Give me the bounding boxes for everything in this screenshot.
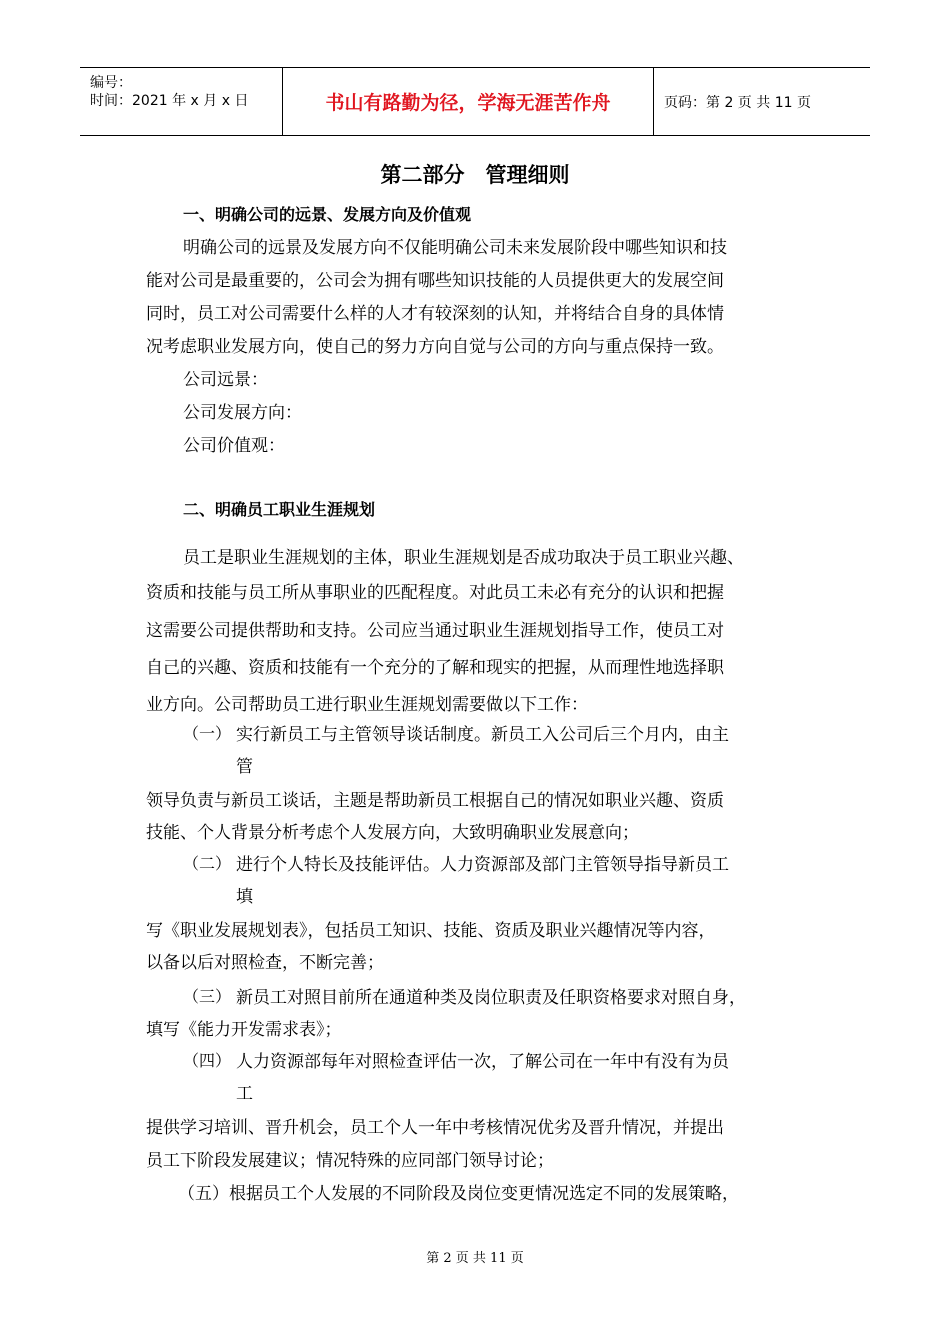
paragraph-line: 写《职业发展规划表》，包括员工知识、技能、资质及职业兴趣情况等内容， <box>146 921 716 941</box>
paragraph-line: 这需要公司提供帮助和支持。公司应当通过职业生涯规划指导工作，使员工对 <box>146 621 724 641</box>
list-item-text: （五）根据员工个人发展的不同阶段及岗位变更情况选定不同的发展策略， <box>178 1184 739 1204</box>
list-item-text-wrap: 工 <box>236 1084 253 1104</box>
page-title: 第二部分 管理细则 <box>380 163 570 187</box>
list-item-text: 进行个人特长及技能评估。人力资源部及部门主管领导指导新员工 <box>236 855 729 875</box>
header-page-info: 页码：第 2 页 共 11 页 <box>664 94 811 111</box>
paragraph-line: 员工是职业生涯规划的主体，职业生涯规划是否成功取决于员工职业兴趣、 <box>183 548 744 568</box>
list-item-number: （二） <box>183 854 232 873</box>
page-footer: 第 2 页 共 11 页 <box>426 1251 524 1266</box>
section-heading-2: 二、明确员工职业生涯规划 <box>183 500 376 519</box>
section-heading-1: 一、明确公司的远景、发展方向及价值观 <box>183 205 472 224</box>
header-motto: 书山有路勤为径，学海无涯苦作舟 <box>282 68 654 135</box>
paragraph-line: 技能、个人背景分析考虑个人发展方向，大致明确职业发展意向； <box>146 823 639 843</box>
list-item-text-wrap: 填 <box>236 887 253 907</box>
company-vision-label: 公司远景： <box>183 370 268 390</box>
list-item-number: （四） <box>183 1051 232 1070</box>
document-header <box>80 67 870 136</box>
paragraph-line: 况考虑职业发展方向，使自己的努力方向自觉与公司的方向与重点保持一致。 <box>146 337 724 357</box>
list-item-number: （三） <box>183 987 232 1006</box>
paragraph-line: 员工下阶段发展建议；情况特殊的应同部门领导讨论； <box>146 1151 554 1171</box>
paragraph-line: 同时，员工对公司需要什么样的人才有较深刻的认知，并将结合自身的具体情 <box>146 304 724 324</box>
paragraph-line: 提供学习培训、晋升机会，员工个人一年中考核情况优劣及晋升情况，并提出 <box>146 1118 724 1138</box>
list-item-text: 新员工对照目前所在通道种类及岗位职责及任职资格要求对照自身， <box>236 988 746 1008</box>
paragraph-line: 领导负责与新员工谈话，主题是帮助新员工根据自己的情况如职业兴趣、资质 <box>146 791 724 811</box>
list-item-text: 实行新员工与主管领导谈话制度。新员工入公司后三个月内，由主 <box>236 725 729 745</box>
paragraph-line: 明确公司的远景及发展方向不仅能明确公司未来发展阶段中哪些知识和技 <box>183 238 727 258</box>
paragraph-line: 业方向。公司帮助员工进行职业生涯规划需要做以下工作： <box>146 695 588 715</box>
document-number-label: 编号： <box>90 75 132 91</box>
paragraph-line: 填写《能力开发需求表》； <box>146 1020 342 1040</box>
list-item-text: 人力资源部每年对照检查评估一次，了解公司在一年中有没有为员 <box>236 1052 729 1072</box>
paragraph-line: 以备以后对照检查，不断完善； <box>146 953 384 973</box>
list-item-text-wrap: 管 <box>236 757 253 777</box>
company-values-label: 公司价值观： <box>183 436 285 456</box>
document-date: 时间：2021 年 x 月 x 日 <box>90 93 249 109</box>
list-item-number: （一） <box>183 724 232 743</box>
paragraph-line: 自己的兴趣、资质和技能有一个充分的了解和现实的把握，从而理性地选择职 <box>146 658 724 678</box>
header-meta-cell <box>80 68 282 135</box>
company-direction-label: 公司发展方向： <box>183 403 302 423</box>
paragraph-line: 资质和技能与员工所从事职业的匹配程度。对此员工未必有充分的认识和把握 <box>146 583 724 603</box>
paragraph-line: 能对公司是最重要的，公司会为拥有哪些知识技能的人员提供更大的发展空间 <box>146 271 724 291</box>
